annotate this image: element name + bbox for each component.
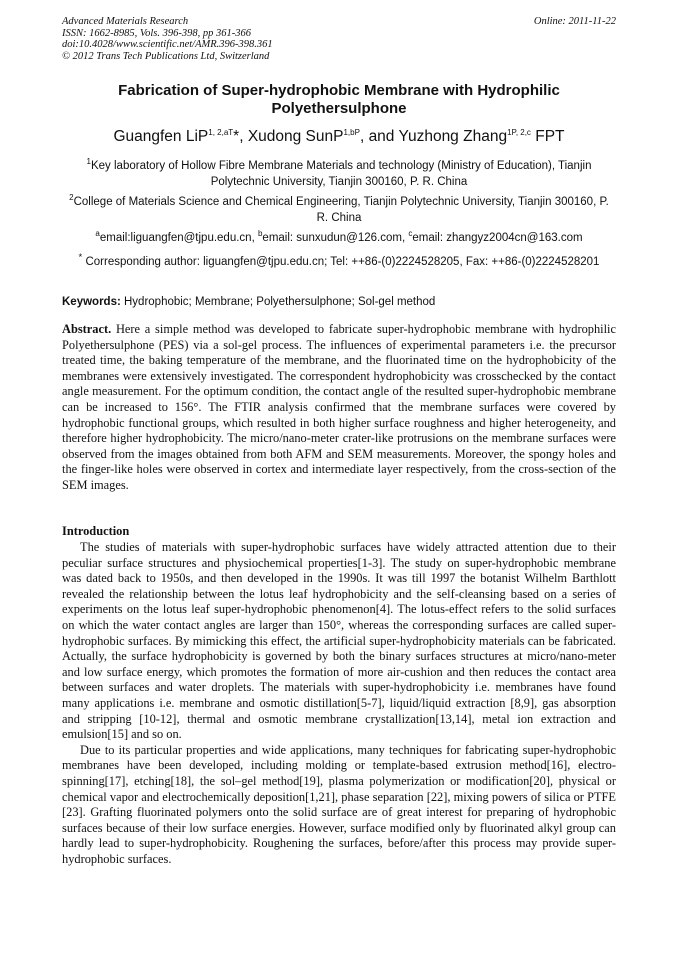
email-c: email: zhangyz2004cn@163.com [412,232,583,244]
email-sup: a [95,229,100,239]
author-affiliation-sup: 1,bP [343,127,360,137]
affiliation-number: 2 [69,193,74,203]
corresponding-text: Corresponding author: liguangfen@tjpu.edu.cn; Tel: ++86-(0)2224528205, Fax: ++86-(0)2224528201 [82,255,600,268]
keywords [62,294,616,310]
email-b: email: sunxudun@126.com, [262,232,409,244]
author-name: Yuzhong Zhang [398,128,508,145]
author-affiliation-sup: 1P, 2,c [507,127,531,137]
author-emails [62,230,616,246]
abstract [62,322,616,494]
author-separator: , and [359,128,399,145]
copyright-line: © 2012 Trans Tech Publications Ltd, Switzerland [62,50,270,62]
online-date: Online: 2011-11-22 [533,16,616,27]
doi-line: doi:10.4028/www.scientific.net/AMR.396-398.361 [62,39,273,50]
author-affiliation-sup: 1, 2,aT [208,127,234,137]
journal-name: Advanced Materials Research [62,16,189,27]
introduction-heading: Introduction [62,524,130,538]
abstract-label: Abstract. [62,322,112,336]
affiliation-text: Key laboratory of Hollow Fibre Membrane Materials and technology (Ministry of Education), Tianjin Polytechnic University, Tianjin 300160, P. R. China [90,160,592,188]
author-tail: FPT [530,128,565,145]
author-separator: *, [233,128,248,145]
corresponding-author [62,250,616,270]
keywords-text: Hydrophobic; Membrane; Polyethersulphone; Sol-gel method [120,296,436,308]
author-name: Xudong SunP [247,128,344,145]
corresponding-marker: * [78,252,83,263]
page-header [62,16,616,62]
introduction-body [62,540,616,867]
affiliation-text: College of Materials Science and Chemical Engineering, Tianjin Polytechnic University, Tianjin 300160, P. R. China [73,196,609,224]
paragraph: Due to its particular properties and wide applications, many techniques for fabricating super-hydrophobic membranes have been developed, including molding or template-based extrusion method[16], electro-spinning[17], etching[18], the sol–gel method[19], plasma polymerization or modification[20], physical or chemical vapor and electrochemically deposition[1,21], phase separation [22], mixing powers of silica or PTFE [23]. Grafting fluorinated polymers onto the solid surface are of great interest for preparing of hydrophobic surfaces because of their low surface energies. However, surface modified only by fluorinated alkyl group can hardly lead to super-hydrophobicity. Roughening the surfaces, before/after this process may provide super-hydrophobic surfaces. [62,742,616,866]
keywords-label: Keywords: [62,296,121,308]
email-a: email:liguangfen@tjpu.edu.cn, [99,232,258,244]
issn-line: ISSN: 1662-8985, Vols. 396-398, pp 361-366 [62,27,251,39]
paragraph: The studies of materials with super-hydrophobic surfaces have widely attracted attention due to their peculiar surface structures and physiochemical properties[1-3]. The study on super-hydrophobic membrane was dated back to 1950s, and then developed in the 1990s. It was till 1997 the botanist Wilhelm Barthlott revealed the relationship between the lotus leaf hydrophobicity and the self-cleansing based on a series of experiments on the lotus leaf super-hydrophobic phenomenon[4]. The lotus-effect refers to the solid surfaces on which the water contact angles are larger than 150°, whereas the corresponding surfaces are called super-hydrophobic surfaces. By mimicking this effect, the artificial super-hydrophobicity materials can be fabricated. Actually, the surface hydrophobicity is governed by both the binary surfaces structures at micro/nano-meter and low surface energy, which promotes the formation of more air-cushion and then reduces the contact area between surfaces and water droplets. The materials with super-hydrophobicity i.e. membranes have found many applications i.e. membrane and osmotic distillation[5-7], liquid/liquid extraction [8,9], gas absorption and stripping [10-12], thermal and osmotic membrane crystallization[13,14], metal ion extraction and emulsion[15] and so on. [62,540,616,742]
affiliation-1 [62,158,616,190]
abstract-text: Here a simple method was developed to fabricate super-hydrophobic membrane with hydrophilic Polyethersulphone (PES) via a sol-gel process. The influences of experimental parameters i.e. the precursor treated time, the baking temperature of the membrane, and the fluorinated time on the hydrophobicity of the membranes were extensively investigated. The correspondent hydrophobicity was crosschecked by the contact angle measurement. For the optimum condition, the contact angle of the resulted super-hydrophobic membrane can be increased to 156°. The FTIR analysis confirmed that the membrane surfaces were covered by hydrophobic functional groups, which resulted in both higher surface roughness and higher heterogeneity, and therefore higher hydrophobicity. The micro/nano-meter crater-like protrusions on the membrane surfaces were observed from the images obtained from both AFM and SEM measurements. Moreover, the spongy holes and the finger-like holes were observed in cortex and intermediate layer respectively, from the cross-section of the SEM images. [62,322,616,492]
paper-title: Fabrication of Super-hydrophobic Membrane with Hydrophilic Polyethersulphone [118,82,560,117]
email-sup: b [257,229,263,239]
affiliation-2 [62,194,616,226]
author-list [40,128,638,146]
affiliation-number: 1 [86,157,91,167]
email-sup: c [408,229,413,239]
author-name: Guangfen LiP [113,128,209,145]
